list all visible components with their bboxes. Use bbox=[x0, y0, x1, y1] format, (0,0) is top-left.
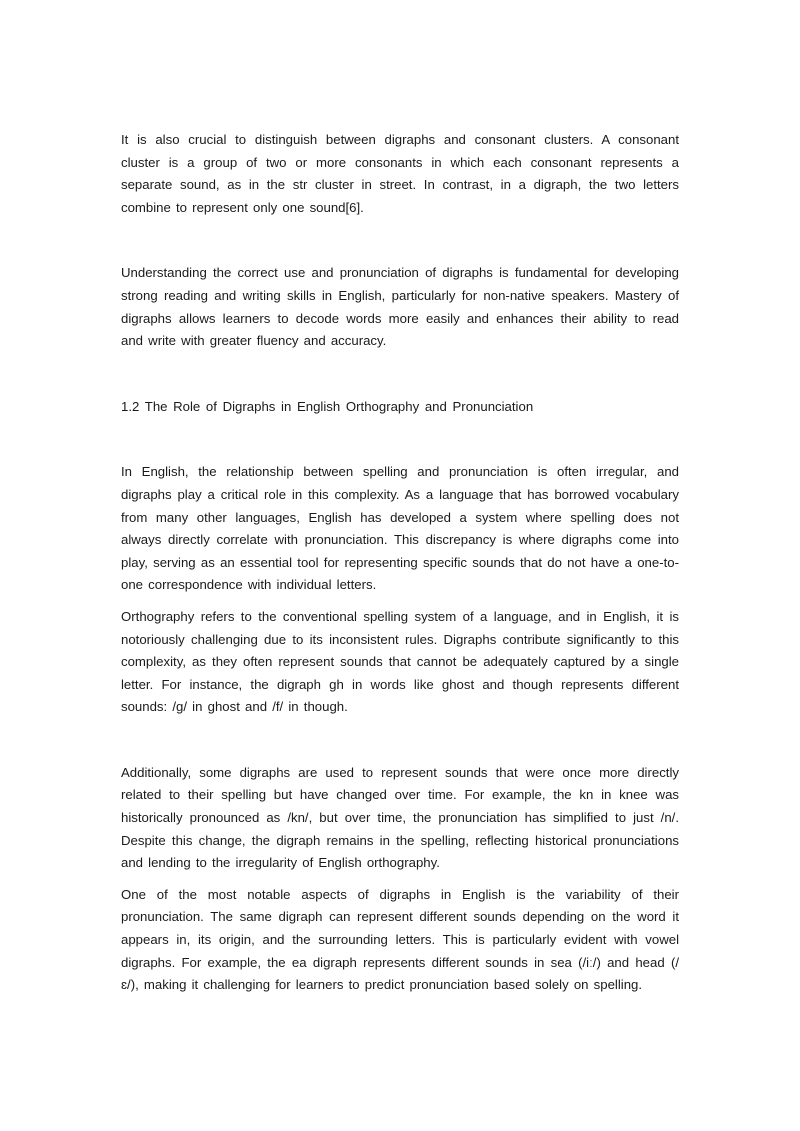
paragraph-spacer bbox=[121, 875, 679, 884]
paragraph-historical-sounds: Additionally, some digraphs are used to represent sounds that were once more directly related to their spelling but have changed over time. For example, the kn in knee was historically pronounced as /kn/, but over time, the pronunciation has simplified to just /n/. Despite this change, the digraph remains in the spelling, reflecting historical pronunciations and lending to the irregularity of English orthography. bbox=[121, 764, 679, 871]
paragraph-spacer bbox=[121, 219, 679, 262]
paragraph-orthography: Orthography refers to the conventional spelling system of a language, and in English, it is notoriously challenging due to its inconsistent rules. Digraphs contribute significantly to this complexity, as they often represent sounds that cannot be adequately captured by a single letter. For instance, the digraph gh in words like ghost and though represents different sounds: /g/ in ghost and /f/ in though. bbox=[121, 608, 679, 715]
paragraph-spacer bbox=[121, 597, 679, 606]
paragraph-spacer bbox=[121, 418, 679, 461]
document-page bbox=[121, 129, 679, 997]
paragraph-understanding-digraphs: Understanding the correct use and pronunciation of digraphs is fundamental for developing strong reading and writing skills in English, particularly for non-native speakers. Mastery of digraphs allows learners to decode words more easily and enhances their ability to read and write with greater fluency and accuracy. bbox=[121, 265, 679, 349]
section-heading: 1.2 The Role of Digraphs in English Orthography and Pronunciation bbox=[121, 398, 534, 414]
paragraph-spelling-pronunciation: In English, the relationship between spelling and pronunciation is often irregular, and digraphs play a critical role in this complexity. As a language that has borrowed vocabulary from many other languages, English has developed a system where spelling does not always directly correlate with pronunciation. This discrepancy is where digraphs come into play, serving as an essential tool for representing specific sounds that do not have a one-to-one correspondence with individual letters. bbox=[121, 464, 679, 593]
paragraph-spacer bbox=[121, 353, 679, 396]
paragraph-spacer bbox=[121, 719, 679, 762]
paragraph-vowel-digraphs: One of the most notable aspects of digraphs in English is the variability of their pronunciation. The same digraph can represent different sounds depending on the word it appears in, its origin, and the surrounding letters. This is particularly evident with vowel digraphs. For example, the ea digraph represents different sounds in sea (/iː/) and head (/ɛ/), making it challenging for learners to predict pronunciation based solely on spelling. bbox=[121, 886, 679, 993]
paragraph-consonant-clusters: It is also crucial to distinguish between digraphs and consonant clusters. A consonant cluster is a group of two or more consonants in which each consonant represents a separate sound, as in the str cluster in street. In contrast, in a digraph, the two letters combine to represent only one sound[6]. bbox=[121, 132, 679, 215]
